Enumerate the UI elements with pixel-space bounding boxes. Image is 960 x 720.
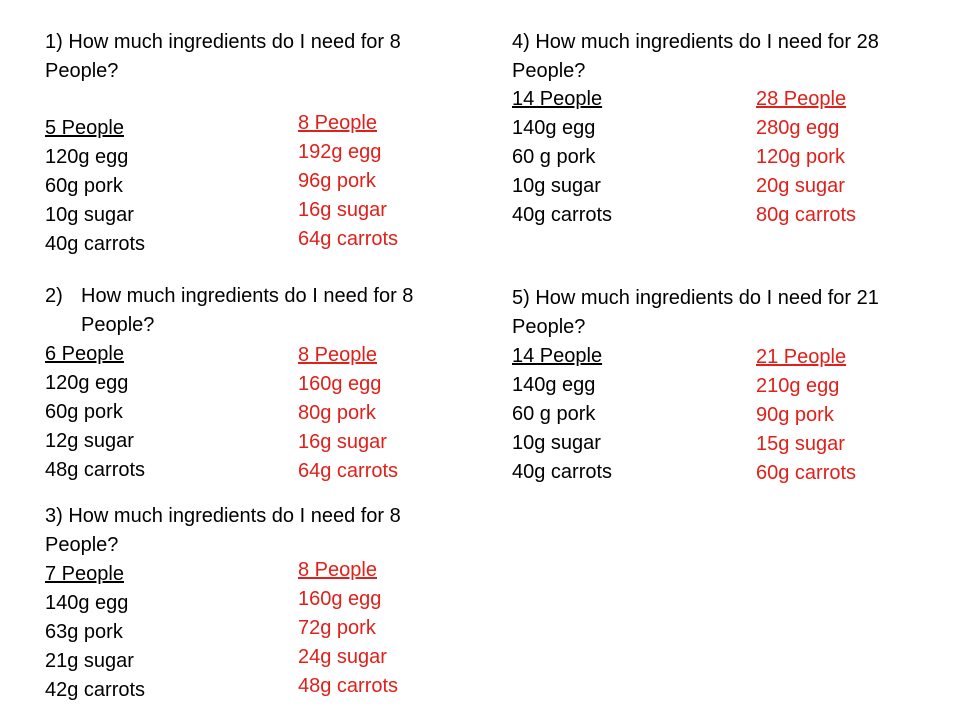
question-4-number: 4) xyxy=(512,31,530,53)
question-5-answer-item: 210g egg xyxy=(756,375,840,397)
question-5-text: How much ingredients do I need for 21 People? xyxy=(512,287,879,338)
question-2-given-list xyxy=(45,340,145,485)
question-3-text: How much ingredients do I need for 8 People? xyxy=(45,505,401,556)
question-4-given-item: 60 g pork xyxy=(512,146,596,168)
question-3-given-item: 63g pork xyxy=(45,621,123,643)
question-4-text: How much ingredients do I need for 28 People? xyxy=(512,31,879,82)
question-1-answer-item: 64g carrots xyxy=(298,228,399,250)
question-1-answer-list xyxy=(298,109,398,254)
question-5-given-item: 140g egg xyxy=(512,374,596,396)
question-5-given-header: 14 People xyxy=(512,345,603,367)
question-1-answer-item: 96g pork xyxy=(298,170,376,192)
question-1-answer-item: 16g sugar xyxy=(298,199,387,221)
question-1-prompt xyxy=(45,28,465,86)
question-4-prompt xyxy=(512,28,942,86)
question-4-answer-header: 28 People xyxy=(756,88,847,110)
question-2-answer-item: 80g pork xyxy=(298,402,376,424)
question-3-answer-item: 48g carrots xyxy=(298,675,399,697)
question-5-answer-item: 90g pork xyxy=(756,404,834,426)
question-1-text: How much ingredients do I need for 8 People? xyxy=(45,31,401,82)
question-5-prompt xyxy=(512,284,942,342)
question-3-given-list xyxy=(45,560,145,705)
question-3-answer-item: 160g egg xyxy=(298,588,382,610)
question-2-prompt xyxy=(45,282,465,340)
question-5-given-item: 40g carrots xyxy=(512,461,613,483)
question-4-given-item: 140g egg xyxy=(512,117,596,139)
question-2-answer-header: 8 People xyxy=(298,344,377,366)
question-4-answer-item: 80g carrots xyxy=(756,204,857,226)
question-2-given-item: 12g sugar xyxy=(45,430,134,452)
question-2-number: 2) xyxy=(45,285,63,307)
question-4-answer-list xyxy=(756,85,856,230)
question-1-answer-header: 8 People xyxy=(298,112,377,134)
question-2-text: How much ingredients do I need for 8 People? xyxy=(81,285,414,336)
question-3-number: 3) xyxy=(45,505,63,527)
question-5-given-item: 10g sugar xyxy=(512,432,601,454)
question-5-answer-item: 60g carrots xyxy=(756,462,857,484)
question-5-answer-item: 15g sugar xyxy=(756,433,845,455)
question-3-given-item: 140g egg xyxy=(45,592,129,614)
question-2-given-item: 60g pork xyxy=(45,401,123,423)
question-3-given-item: 42g carrots xyxy=(45,679,146,701)
question-4-answer-item: 120g pork xyxy=(756,146,845,168)
question-4-given-item: 10g sugar xyxy=(512,175,601,197)
question-2-given-item: 48g carrots xyxy=(45,459,146,481)
question-5-number: 5) xyxy=(512,287,530,309)
question-2-answer-item: 160g egg xyxy=(298,373,382,395)
question-3-prompt xyxy=(45,502,465,560)
question-1-given-item: 120g egg xyxy=(45,146,129,168)
question-4-answer-item: 20g sugar xyxy=(756,175,845,197)
question-1-answer-item: 192g egg xyxy=(298,141,382,163)
question-3-answer-list xyxy=(298,556,398,701)
question-4-answer-item: 280g egg xyxy=(756,117,840,139)
question-1-given-item: 60g pork xyxy=(45,175,123,197)
question-2-answer-list xyxy=(298,341,398,486)
question-4-given-item: 40g carrots xyxy=(512,204,613,226)
question-2-answer-item: 16g sugar xyxy=(298,431,387,453)
question-1-given-header: 5 People xyxy=(45,117,124,139)
question-3-answer-header: 8 People xyxy=(298,559,377,581)
question-3-answer-item: 24g sugar xyxy=(298,646,387,668)
question-5-answer-list xyxy=(756,343,856,488)
question-5-answer-header: 21 People xyxy=(756,346,847,368)
question-1-given-item: 40g carrots xyxy=(45,233,146,255)
question-3-given-item: 21g sugar xyxy=(45,650,134,672)
question-1-given-item: 10g sugar xyxy=(45,204,134,226)
question-2-given-header: 6 People xyxy=(45,343,124,365)
question-3-given-header: 7 People xyxy=(45,563,124,585)
question-2-answer-item: 64g carrots xyxy=(298,460,399,482)
question-4-given-header: 14 People xyxy=(512,88,603,110)
question-1-given-list xyxy=(45,114,145,259)
question-4-given-list xyxy=(512,85,612,230)
question-2-given-item: 120g egg xyxy=(45,372,129,394)
question-5-given-list xyxy=(512,342,612,487)
question-1-number: 1) xyxy=(45,31,63,53)
question-3-answer-item: 72g pork xyxy=(298,617,376,639)
question-5-given-item: 60 g pork xyxy=(512,403,596,425)
